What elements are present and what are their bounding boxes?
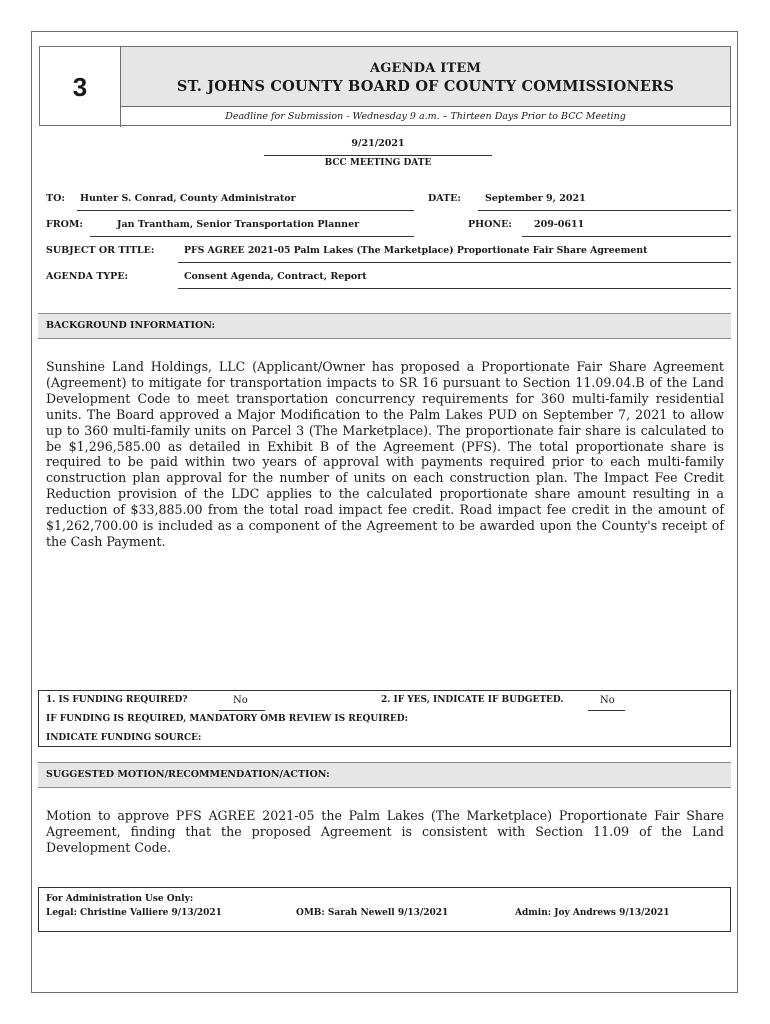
agenda-type-label: AGENDA TYPE: [46, 271, 129, 282]
agenda-type-underline [178, 288, 731, 289]
to-underline [77, 210, 414, 211]
funding-required-label: 1. IS FUNDING REQUIRED? [46, 695, 188, 705]
motion-text: Motion to approve PFS AGREE 2021-05 the Palm Lakes (The Marketplace) Proportionate Fair Share Agreement, finding that the proposed Agreement is consistent with Section 11.09 of the Land Development Code. [46, 808, 724, 855]
to-label: TO: [46, 193, 65, 204]
funding-source-label: INDICATE FUNDING SOURCE: [46, 733, 202, 743]
admin-heading: For Administration Use Only: [46, 894, 194, 904]
admin-approval: Admin: Joy Andrews 9/13/2021 [515, 908, 670, 918]
meeting-date-underline [264, 155, 492, 156]
date-underline [478, 210, 731, 211]
budgeted-value: No [600, 695, 615, 706]
omb-review-label: IF FUNDING IS REQUIRED, MANDATORY OMB REVIEW IS REQUIRED: [46, 714, 408, 724]
subject-label: SUBJECT OR TITLE: [46, 245, 155, 256]
subject-value: PFS AGREE 2021-05 Palm Lakes (The Marketplace) Proportionate Fair Share Agreement [184, 245, 648, 256]
agenda-header [39, 46, 731, 126]
agenda-title [121, 47, 730, 107]
meeting-date-label: BCC MEETING DATE [324, 158, 432, 168]
from-label: FROM: [46, 219, 83, 230]
from-underline [90, 236, 414, 237]
agenda-type-value: Consent Agenda, Contract, Report [184, 271, 367, 282]
date-value: September 9, 2021 [485, 193, 586, 204]
funding-required-value: No [233, 695, 248, 706]
phone-label: PHONE: [468, 219, 512, 230]
phone-value: 209-0611 [534, 219, 585, 230]
agenda-item-number: 3 [40, 47, 121, 127]
agenda-title-line1: AGENDA ITEM [369, 61, 482, 76]
budgeted-underline [588, 710, 625, 711]
funding-required-underline [219, 710, 265, 711]
date-label: DATE: [428, 193, 461, 204]
budgeted-label: 2. IF YES, INDICATE IF BUDGETED. [381, 695, 564, 705]
phone-underline [522, 236, 731, 237]
subject-underline [178, 262, 731, 263]
background-text: Sunshine Land Holdings, LLC (Applicant/Owner has proposed a Proportionate Fair Share Agreement (Agreement) to mitigate for transportation impacts to SR 16 pursuant to Section 11.09.04.B of the Land Development Code to meet transportation concurrency requirements for 360 multi-family residential units. The Board approved a Major Modification to the Palm Lakes PUD on September 7, 2021 to allow up to 360 multi-family units on Parcel 3 (The Marketplace). The proportionate fair share is calculated to be $1,296,585.00 as detailed in Exhibit B of the Agreement (PFS). The total proportionate share is required to be paid within two years of approval with payments required prior to each multi-family construction plan approval for the number of units on each construction plan. The Impact Fee Credit Reduction provision of the LDC applies to the calculated proportionate share amount resulting in a reduction of $33,885.00 from the total road impact fee credit. Road impact fee credit in the amount of $1,262,700.00 is included as a component of the Agreement to be awarded upon the County's receipt of the Cash Payment. [46, 359, 724, 549]
to-value: Hunter S. Conrad, County Administrator [80, 193, 296, 204]
legal-approval: Legal: Christine Valliere 9/13/2021 [46, 908, 222, 918]
background-heading: BACKGROUND INFORMATION: [38, 313, 731, 339]
submission-deadline: Deadline for Submission - Wednesday 9 a.m. – Thirteen Days Prior to BCC Meeting [225, 111, 626, 122]
omb-approval: OMB: Sarah Newell 9/13/2021 [296, 908, 449, 918]
from-value: Jan Trantham, Senior Transportation Planner [117, 219, 360, 230]
agenda-title-line2: ST. JOHNS COUNTY BOARD OF COUNTY COMMISSIONERS [176, 78, 675, 95]
motion-heading: SUGGESTED MOTION/RECOMMENDATION/ACTION: [38, 762, 731, 788]
meeting-date: 9/21/2021 [351, 138, 405, 149]
